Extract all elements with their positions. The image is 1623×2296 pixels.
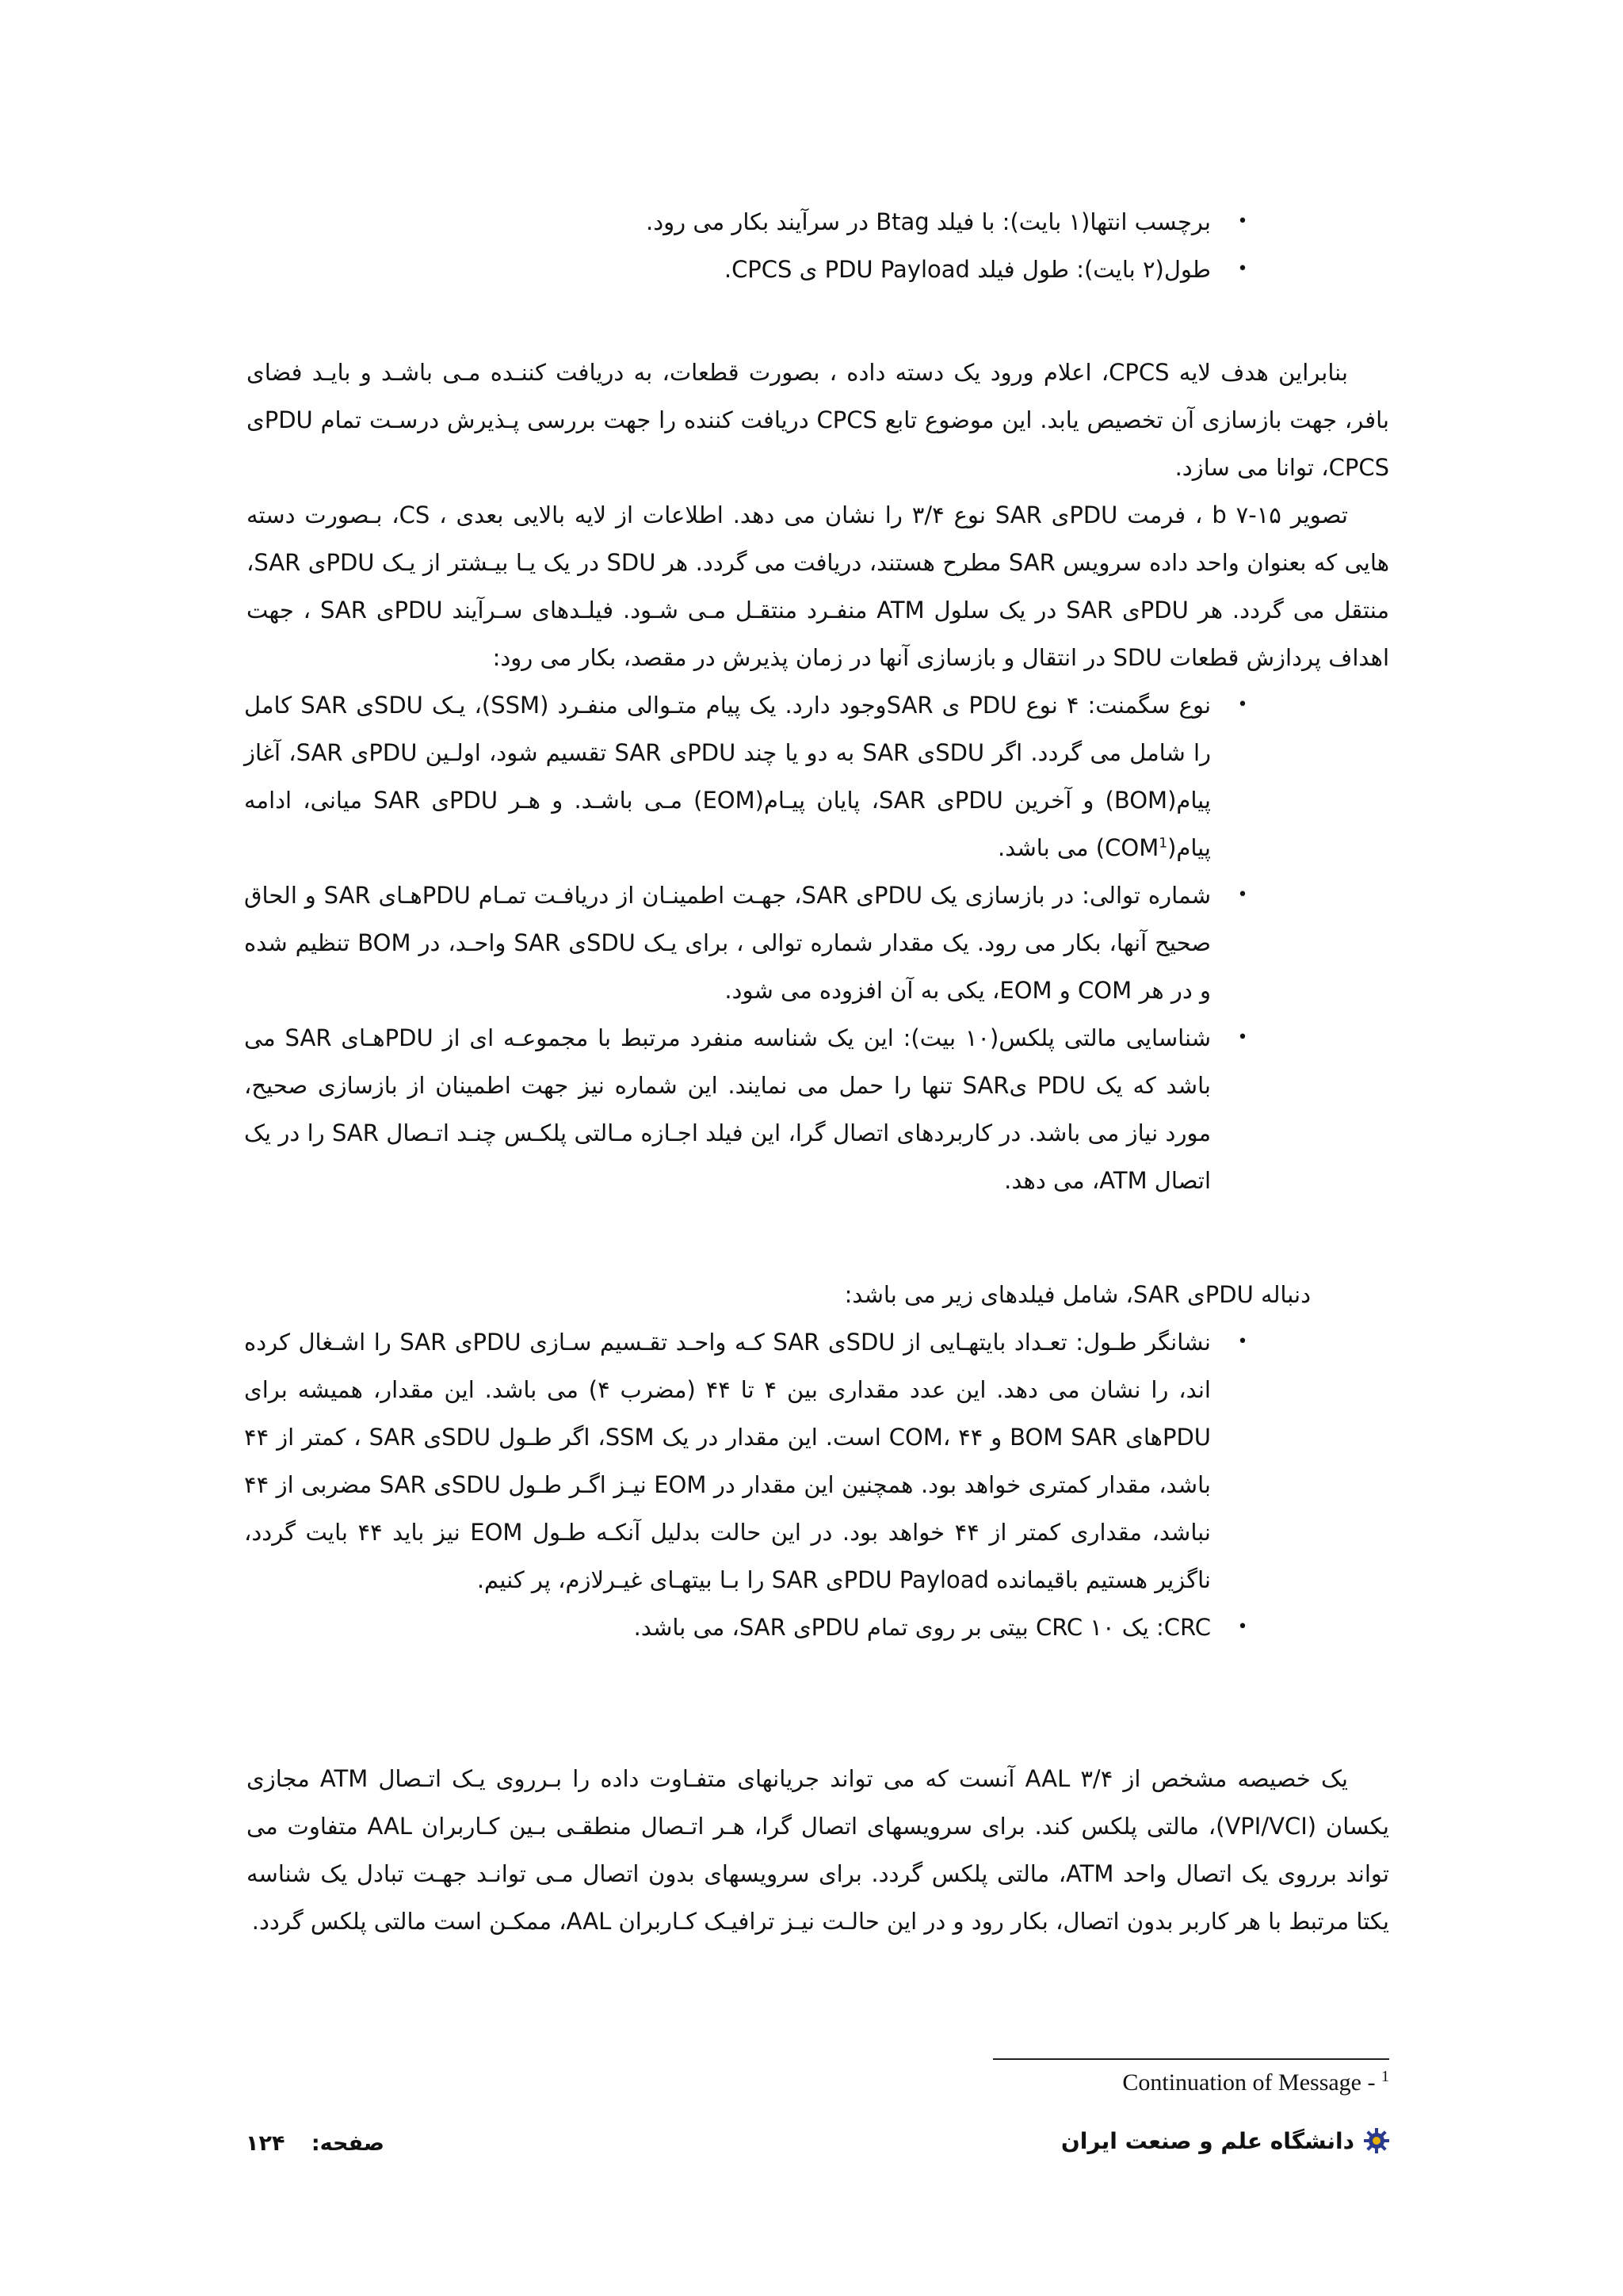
page-number-value: ۱۲۴ <box>246 2131 285 2156</box>
list-item <box>244 1604 1248 1651</box>
bullet-text: طول(۲ بایت): طول فیلد PDU Payload ی CPCS. <box>724 256 1211 283</box>
page-label: صفحه: <box>311 2131 385 2156</box>
bullet-dot: • <box>1237 885 1248 905</box>
paragraph-text: تصویر b ۷-۱۵ ، فرمت PDUی SAR نوع ۳/۴ را نشان می دهد. اطلاعات از لایه بالایی بعدی ، CS، بـصورت دسته هایی که بعنوان واحد داده سرویس SAR مطرح هستند، دریافت می گردد. هر SDU در یک یـا بیـشتر از یـک PDUی SAR، منتقل می گردد. هر PDUی SAR در یک سلول ATM منفـرد منتقـل مـی شـود. فیلـدهای سـرآیند PDUی SAR ، جهت اهداف پردازش قطعات SDU در انتقال و بازسازی آنها در زمان پذیرش در مقصد، بکار می رود: <box>246 502 1390 671</box>
footnote-text: Continuation of Message - <box>1122 2069 1381 2096</box>
footnote <box>1122 2069 1389 2096</box>
trailer-field-list <box>244 1318 1248 1651</box>
list-item <box>244 1014 1248 1204</box>
university-footer <box>1061 2126 1391 2155</box>
page-number <box>246 2131 384 2156</box>
paragraph-aal-multiplex <box>246 1755 1389 1945</box>
list-item <box>244 1318 1248 1604</box>
list-item <box>244 681 1248 871</box>
bullet-text: نوع سگمنت: ۴ نوع PDU ی SARوجود دارد. یک پیام متـوالی منفـرد (SSM)، یـک SDUی SAR کامل را شامل می گردد. اگر SDUی SAR به دو یا چند PDUی SAR تقسیم شود، اولـین PDUی SAR، آغاز پیام(BOM) و آخرین PDUی SAR، پایان پیـام(EOM) مـی باشـد. و هـر PDUی SAR میانی، ادامه پیام(COM <box>244 692 1212 861</box>
top-bullet-list <box>244 198 1248 293</box>
paragraph-text: بنابراین هدف لایه CPCS، اعلام ورود یک دسته داده ، بصورت قطعات، به دریافت کننـده مـی باشـد و بایـد فضای بافر، جهت بازسازی آن تخصیص یابد. این موضوع تابع CPCS دریافت کننده را جهت بررسی پـذیرش درسـت تمام PDUی CPCS، توانا می سازد. <box>246 359 1389 481</box>
paragraph-text: یک خصیصه مشخص از AAL ۳/۴ آنست که می تواند جریانهای متفـاوت داده را بـرروی یـک اتـصال ATM مجازی یکسان (VPI/VCI)، مالتی پلکس کند. برای سرویسهای اتصال گرا، هـر اتـصال منطقـی بـین کـاربران AAL متفاوت می تواند برروی یک اتصال واحد ATM، مالتی پلکس گردد. برای سرویسهای بدون اتصال مـی توانـد جهـت تبادل یک شناسه یکتا مرتبط با هر کاربر بدون اتصال، بکار رود و در این حالـت نیـز ترافیـک کـاربران AAL، ممکـن است مالتی پلکس گردد. <box>246 1765 1389 1935</box>
bullet-dot: • <box>1237 212 1248 231</box>
list-item <box>244 871 1248 1014</box>
bullet-text: شماره توالی: در بازسازی یک PDUی SAR، جهـت اطمینـان از دریافـت تمـام PDUهـای SAR و الحاق صحیح آنها، بکار می رود. یک مقدار شماره توالی ، برای یـک SDUی SAR واحـد، در BOM تنظیم شده و در هر COM و EOM، یکی به آن افزوده می شود. <box>244 882 1212 1004</box>
paragraph-cpcs-purpose <box>246 349 1389 491</box>
bullet-text: برچسب انتها(۱ بایت): با فیلد Btag در سرآیند بکار می رود. <box>646 208 1211 235</box>
bullet-text: شناسایی مالتی پلکس(۱۰ بیت): این یک شناسه منفرد مرتبط با مجموعـه ای از PDUهـای SAR می باشد که یک PDU یSAR تنها را حمل می نمایند. این شماره نیز جهت اطمینان از بازسازی صحیح، مورد نیاز می باشد. در کاربردهای اتصال گرا، این فیلد اجـازه مـالتی پلکـس چنـد اتـصال SAR را در یک اتصال ATM، می دهد. <box>244 1024 1212 1194</box>
bullet-dot: • <box>1237 1028 1248 1047</box>
bullet-dot: • <box>1237 1617 1248 1637</box>
list-item <box>244 246 1248 293</box>
paragraph-sar-format <box>246 491 1389 681</box>
trailer-intro <box>249 1271 1311 1318</box>
university-name: دانشگاه علم و صنعت ایران <box>1060 2127 1354 2154</box>
bullet-text-after: ) می باشد. <box>998 834 1106 861</box>
footnote-marker: 1 <box>1159 835 1168 852</box>
bullet-text: CRC: یک CRC ۱۰ بیتی بر روی تمام PDUی SAR، می باشد. <box>633 1614 1211 1641</box>
sar-header-field-list <box>244 681 1248 1204</box>
university-logo-icon <box>1362 2126 1391 2155</box>
footnote-divider <box>993 2058 1389 2060</box>
footnote-number: 1 <box>1381 2068 1389 2085</box>
paragraph-text: دنباله PDUی SAR، شامل فیلدهای زیر می باشد: <box>844 1281 1311 1308</box>
bullet-dot: • <box>1237 1332 1248 1352</box>
list-item <box>244 198 1248 246</box>
bullet-dot: • <box>1237 259 1248 279</box>
bullet-dot: • <box>1237 695 1248 715</box>
bullet-text: نشانگر طـول: تعـداد بایتهـایی از SDUی SAR کـه واحـد تقـسیم سـازی PDUی SAR را اشـغال کرده اند، را نشان می دهد. این عدد مقداری بین ۴ تا ۴۴ (مضرب ۴) می باشد. این مقدار، همیشه برای PDUهای BOM SAR و COM، ۴۴ است. این مقدار در یک SSM، اگر طـول SDUی SAR ، کمتر از ۴۴ باشد، مقدار کمتری خواهد بود. همچنین این مقدار در EOM نیـز اگـر طـول SDUی SAR مضربی از ۴۴ نباشد، مقداری کمتر از ۴۴ خواهد بود. در این حالت بدلیل آنکـه طـول EOM نیز باید ۴۴ بایت گردد، ناگزیر هستیم باقیمانده PDU Payloadی SAR را بـا بیتهـای غیـرلازم، پر کنیم. <box>244 1329 1212 1593</box>
